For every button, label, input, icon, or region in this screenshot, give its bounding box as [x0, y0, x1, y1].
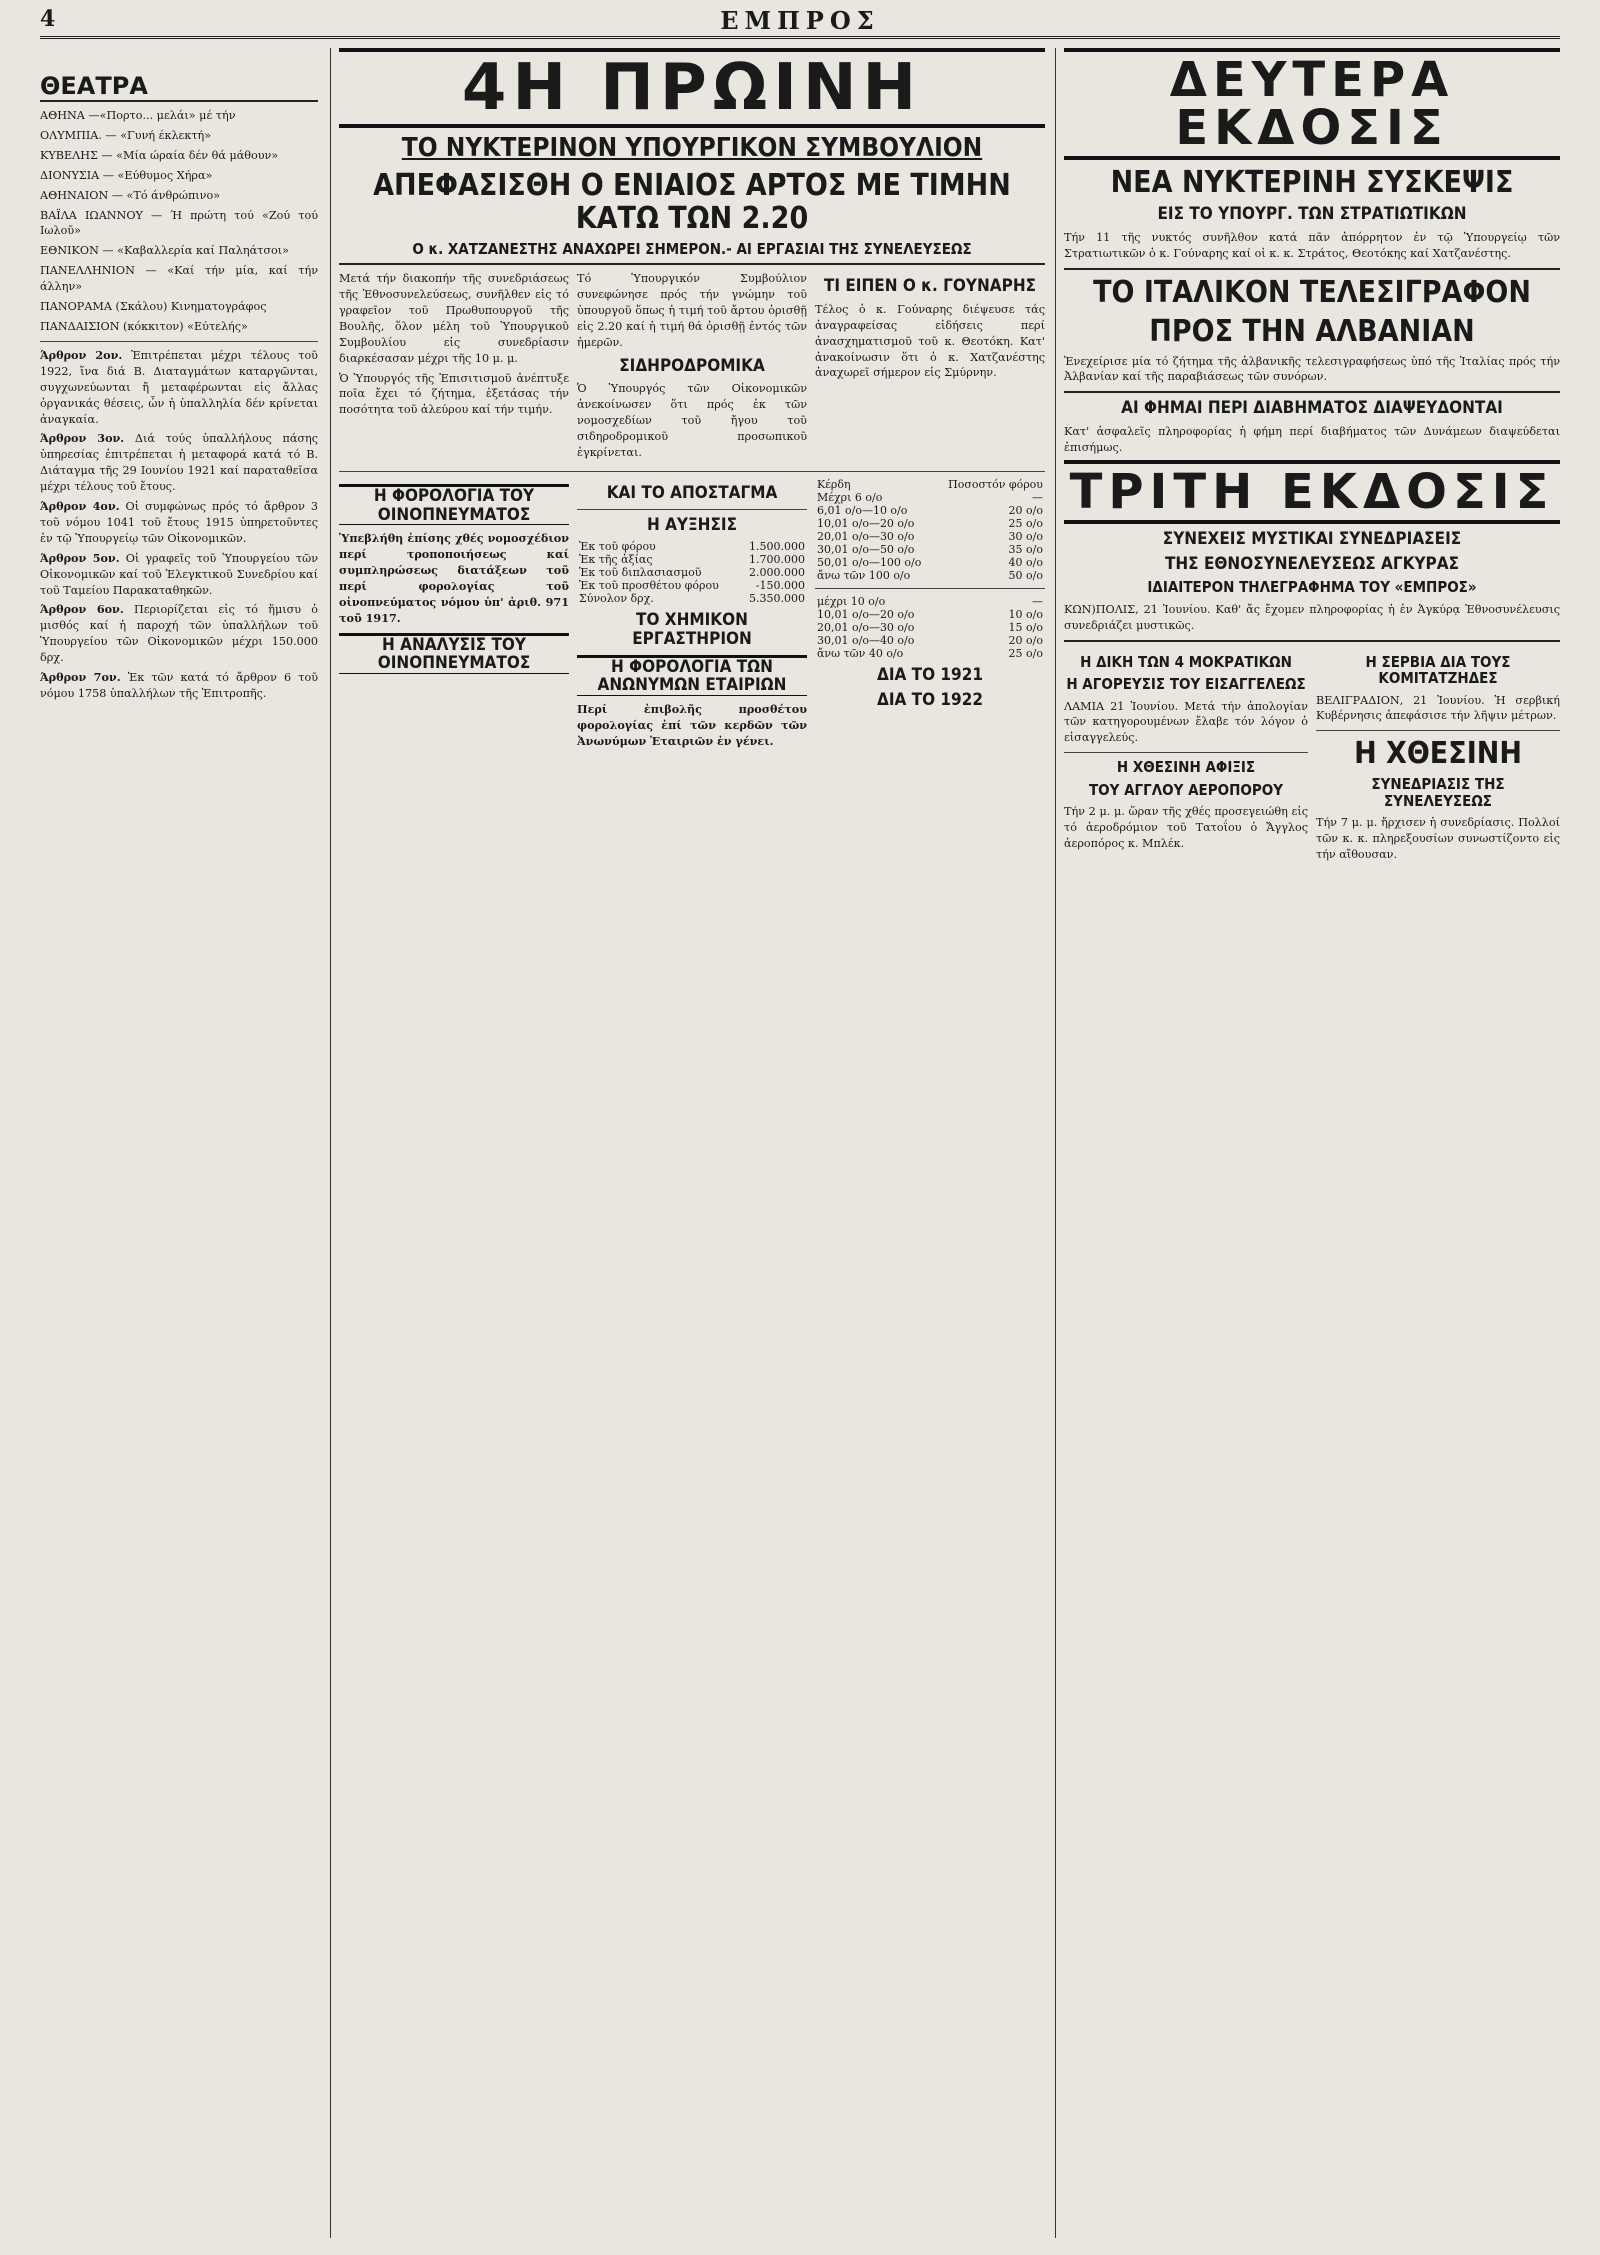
kicker: ΤΟ ΝΥΚΤΕΡΙΝΟΝ ΥΠΟΥΡΓΙΚΟΝ ΣΥΜΒΟΥΛΙΟΝ: [401, 133, 983, 163]
article-label: Άρθρον 5ον.: [40, 550, 120, 565]
profit-range: ἄνω τῶν 40 ο/ο: [817, 646, 904, 660]
trial-text: ΛΑΜΙΑ 21 Ἰουνίου. Μετά τήν ἀπολογίαν τῶν κατηγορουμένων ἔλαβε τόν λόγον ὁ εἰσαγγελεύς.: [1064, 699, 1308, 745]
session-text: Τήν 7 μ. μ. ἤρχισεν ἡ συνεδρίασις. Πολλοί τῶν κ. κ. πληρεξουσίων συνωστίζοντο εἰς τήν αἴθουσαν.: [1316, 816, 1560, 862]
article-label: Άρθρον 7ον.: [40, 670, 121, 685]
profit-table: [815, 491, 1045, 582]
subhead: Ο κ. ΧΑΤΖΑΝΕΣΤΗΣ ΑΝΑΧΩΡΕΙ ΣΗΜΕΡΟΝ.- ΑΙ ΕΡΓΑΣΙΑΙ ΤΗΣ ΣΥΝΕΛΕΥΣΕΩΣ: [412, 239, 972, 258]
table-row: [815, 647, 1045, 660]
article-text: Οἱ συμφώνως πρός τό ἄρθρον 3 τοῦ νόμου 1041 τοῦ ἔτους 1915 ὑπηρετοῦντες ἐν τῷ Ὑπουργείῳ τῶν Οἰκονομικῶν.: [40, 500, 318, 545]
ankara-title: ΣΥΝΕΧΕΙΣ ΜΥΣΤΙΚΑΙ ΣΥΝΕΔΡΙΑΣΕΙΣ: [1162, 528, 1462, 549]
lead-paragraph: Τό Ὑπουργικόν Συμβούλιον συνεφώνησε πρός τήν γνώμην τοῦ ὑπουργοῦ ὅπως ἡ τιμή τοῦ ἄρτου ὁρισθῇ εἰς 2.20 καί ἡ τιμή θά ὁρισθῇ ἐντός τῶν ἡμερῶν.: [577, 272, 807, 349]
theatre-line: ΔΙΟΝΥΣΙΑ — «Εύθυμος Χήρα»: [40, 168, 213, 182]
increase-value: 2.000.000: [749, 566, 805, 580]
theatre-line: ΠΑΝΕΛΛΗΝΙΟΝ — «Καί τήν μία, καί τήν άλλην»: [40, 264, 318, 294]
table-row: [815, 634, 1045, 647]
increase-value: 1.500.000: [749, 540, 805, 554]
ankara-text: ΚΩΝ)ΠΟΛΙΣ, 21 Ἰουνίου. Καθ' ἄς ἔχομεν πληροφορίας ἡ ἐν Ἀγκύρᾳ Ἐθνοσυνέλευσις συνεδριάζει μυστικῶς.: [1064, 602, 1560, 632]
table-row: [815, 595, 1045, 608]
third-edition-banner: ΤΡΙΤΗ ΕΚΔΟΣΙΣ: [1064, 460, 1560, 524]
italy-sub: ΠΡΟΣ ΤΗΝ ΑΛΒΑΝΙΑΝ: [1149, 313, 1475, 349]
article-text: Ἐκ τῶν κατά τό ἄρθρον 6 τοῦ νόμου 1758 ὑπαλλήλων τῆς Ἐπιτροπῆς.: [40, 671, 318, 700]
theatre-line: ΟΛΥΜΠΙΑ. — «Γυνή έκλεκτή»: [40, 128, 212, 142]
plane-text: Τήν 2 μ. μ. ὥραν τῆς χθές προσεγειώθη εἰς τό ἀεροδρόμιον τοῦ Τατοΐου ὁ Ἄγγλος ἀεροπόρος κ. Μπλέκ.: [1064, 805, 1308, 851]
profit-range: 20,01 ο/ο—30 ο/ο: [817, 620, 915, 634]
theatre-line: ΠΑΝΟΡΑΜΑ (Σκάλου) Κινηματογράφος: [40, 300, 267, 314]
table-row: [815, 517, 1045, 530]
law-articles: [40, 348, 318, 702]
meeting-text: Τήν 11 τῆς νυκτός συνῆλθον κατά πᾶν ἀπόρρητον ἐν τῷ Ὑπουργείῳ τῶν Στρατιωτικῶν ὁ κ. Γούναρης καί οἱ κ. κ. Στράτος, Θεοτόκης καί Χατζανέστης.: [1064, 230, 1560, 260]
profit-rate: 25 ο/ο: [1008, 646, 1043, 660]
profit-range: 30,01 ο/ο—50 ο/ο: [817, 542, 915, 556]
profit-rate: 25 ο/ο: [1008, 516, 1043, 530]
y1921-title: ΔΙΑ ΤΟ 1921: [876, 664, 983, 685]
increase-total: [577, 592, 807, 605]
rail-title: ΣΙΔΗΡΟΔΡΟΜΙΚΑ: [619, 355, 765, 376]
profit-range: ἄνω τῶν 100 ο/ο: [817, 568, 911, 582]
page-number: 4: [40, 6, 56, 32]
lead-paragraph: Ὁ Ὑπουργός τῆς Ἐπισιτισμοῦ ἀνέπτυξε ποῖα ἔχει τό ζήτημα, ἐξετάσας τήν ποσότητα τοῦ ἀλεύρου καί τήν τιμήν.: [339, 371, 569, 417]
increase-label: Ἐκ τοῦ φόρου: [579, 540, 656, 554]
table-row: [577, 553, 807, 566]
theatre-line: ΠΑΝΔΑΙΣΙΟΝ (κόκκιτον) «Εύτελής»: [40, 319, 248, 333]
article-text: Διά τούς ὑπαλλήλους πάσης ὑπηρεσίας ἐπιτρέπεται ἡ μεταφορά κατά τό Β. Διάταγμα τῆς 29 Ιουνίου 1921 καί παραταθεῖσα μέχρι τέλους τοῦ ἔτους.: [40, 432, 318, 494]
trial-sub: Η ΑΓΟΡΕΥΣΙΣ ΤΟΥ ΕΙΣΑΓΓΕΛΕΩΣ: [1066, 675, 1306, 693]
increase-title: Η ΑΥΞΗΣΙΣ: [646, 514, 738, 535]
serbia-text: ΒΕΛΙΓΡΑΔΙΟΝ, 21 Ἰουνίου. Ἡ σερβική Κυβέρνησις ἀπεφάσισε τήν λῆψιν μέτρων.: [1316, 693, 1560, 723]
profit-table-head: [815, 478, 1045, 491]
article-label: Άρθρον 4ον.: [40, 499, 120, 514]
center-column: [330, 48, 1045, 2238]
table-row: [577, 540, 807, 553]
serbia-title: Η ΣΕΡΒΙΑ ΔΙΑ ΤΟΥΣ ΚΟΜΙΤΑΤΖΗΔΕΣ: [1365, 652, 1511, 687]
table-row: [815, 608, 1045, 621]
theatre-line: ΑΘΗΝΑΙΟΝ — «Τό άνθρώπινο»: [40, 188, 221, 202]
increase-total-value: 5.350.000: [749, 592, 805, 606]
profit-rate: 20 ο/ο: [1008, 633, 1043, 647]
tax-text: Ὑπεβλήθη ἐπίσης χθές νομοσχέδιον περί τροποποιήσεως καί συμπληρώσεως διατάξεων τοῦ περί φορολογίας τοῦ οἰνοπνεύματος νόμου ὑπ' ἀριθ. 971 τοῦ 1917.: [339, 531, 569, 625]
profit-range: 30,01 ο/ο—40 ο/ο: [817, 633, 915, 647]
table-row: [815, 491, 1045, 504]
article-text: Οἱ γραφεῖς τοῦ Ὑπουργείου τῶν Οἰκονομικῶν καί τοῦ Ἐλεγκτικοῦ Συνεδρίου καί τοῦ Ταμείου Παρακαταθηκῶν.: [40, 551, 318, 597]
profit-head-left: Κέρδη: [817, 477, 851, 491]
right-lower-columns: [1064, 648, 1560, 868]
increase-label: Ἐκ τοῦ προσθέτου φόρου: [579, 579, 719, 593]
lead-columns: [339, 271, 1045, 465]
meeting-title: ΝΕΑ ΝΥΚΤΕΡΙΝΗ ΣΥΣΚΕΨΙΣ: [1110, 165, 1514, 200]
theatre-line: ΒΑΪΛΑ ΙΩΑΝΝΟΥ — Ή πρώτη τού «Ζού τού Ιωλοῦ»: [40, 208, 318, 238]
corp-lead: Περί ἐπιβολῆς προσθέτου φορολογίας ἐπί τῶν κερδῶν τῶν Ἀνωνύμων Ἑταιριῶν ἐν γένει.: [577, 701, 807, 748]
profit-range: 50,01 ο/ο—100 ο/ο: [817, 555, 922, 569]
headline: ΑΠΕΦΑΣΙΣΘΗ Ο ΕΝΙΑΙΟΣ ΑΡΤΟΣ ΜΕ ΤΙΜΗΝ ΚΑΤΩ ΤΩΝ 2.20: [373, 167, 1011, 236]
profit-range: 10,01 ο/ο—20 ο/ο: [817, 607, 915, 621]
italy-title: ΤΟ ΙΤΑΛΙΚΟΝ ΤΕΛΕΣΙΓΡΑΦΟΝ: [1093, 274, 1531, 310]
theatre-list: [40, 108, 318, 335]
paper-name: ΕΜΠΡΟΣ: [720, 6, 880, 35]
profit-range: 6,01 ο/ο—10 ο/ο: [817, 503, 908, 517]
corp-title: Η ΦΟΡΟΛΟΓΙΑ ΤΩΝ ΑΝΩΝΥΜΩΝ ΕΤΑΙΡΙΩΝ: [577, 655, 807, 696]
table-row: [815, 504, 1045, 517]
profit-rate: 50 ο/ο: [1008, 568, 1043, 582]
theatre-line: ΚΥΒΕΛΗΣ — «Μία ώραία δέν θά μάθουν»: [40, 148, 279, 162]
article-paragraph: [40, 348, 318, 428]
profit-rate: —: [1032, 490, 1043, 504]
article-paragraph: [40, 431, 318, 495]
italy-text: Ἐνεχείρισε μία τό ζήτημα τῆς ἀλβανικῆς τελεσιγραφήσεως ὑπό τῆς Ἰταλίας πρός τήν Ἀλβανίαν καί τῆς παραβιάσεως τῶν συνόρων.: [1064, 354, 1560, 384]
article-paragraph: [40, 551, 318, 599]
article-label: Άρθρον 6ον.: [40, 602, 124, 617]
article-text: Ἐπιτρέπεται μέχρι τέλους τοῦ 1922, ἵνα διά Β. Διαταγμάτων καταργῶνται, συγχωνεύωνται ἤ μεταφέρωνται εἰς ἄλλας ὀργανικάς θέσεις, ὧν ἡ ὑπαλληλία δέν κρίνεται ἀναγκαία.: [40, 348, 318, 426]
increase-label: Ἐκ τῆς ἀξίας: [579, 553, 653, 567]
front-banner: 4Η ΠΡΩΙΝΗ: [339, 48, 1045, 128]
gounaris-title: ΤΙ ΕΙΠΕΝ Ο κ. ΓΟΥΝΑΡΗΣ: [823, 276, 1037, 297]
theatre-line: ΕΘΝΙΚΟΝ — «Καβαλλερία καί Παληάτσοι»: [40, 244, 289, 258]
increase-value: -150.000: [755, 579, 805, 593]
profit-rate: 20 ο/ο: [1008, 503, 1043, 517]
increase-total-label: Σύνολον δρχ.: [579, 592, 654, 606]
article-label: Άρθρον 3ον.: [40, 431, 125, 446]
y1922-title: ΔΙΑ ΤΟ 1922: [876, 689, 983, 710]
article-text: Περιορίζεται εἰς τό ἥμισυ ὁ μισθός καί ἡ παροχή τῶν ὑπαλλήλων τοῦ Ὑπουργείου τῶν Οἰκονομικῶν μέχρι 150.000 δρχ.: [40, 603, 318, 665]
profit-range: 10,01 ο/ο—20 ο/ο: [817, 516, 915, 530]
rumors-text: Κατ' ἀσφαλεῖς πληροφορίας ἡ φήμη περί διαβήματος τῶν Δυνάμεων διαψεύδεται ἐπισήμως.: [1064, 425, 1560, 454]
session-sub: ΣΥΝΕΔΡΙΑΣΙΣ ΤΗΣ ΣΥΝΕΛΕΥΣΕΩΣ: [1371, 775, 1505, 810]
trial-title: Η ΔΙΚΗ ΤΩΝ 4 ΜΟΚΡΑΤΙΚΩΝ: [1080, 652, 1292, 671]
profit-rate: 10 ο/ο: [1008, 607, 1043, 621]
right-column: [1055, 48, 1560, 2238]
profit-range: μέχρι 10 ο/ο: [817, 594, 886, 608]
table-row: [815, 530, 1045, 543]
fines-title: ΚΑΙ ΤΟ ΑΠΟΣΤΑΓΜΑ: [606, 482, 778, 503]
ankara-sub: ΤΗΣ ΕΘΝΟΣΥΝΕΛΕΥΣΕΩΣ ΑΓΚΥΡΑΣ: [1164, 553, 1460, 574]
table-row: [815, 556, 1045, 569]
table-row: [577, 579, 807, 592]
article-paragraph: [40, 670, 318, 702]
table-row: [815, 543, 1045, 556]
tax-title: Η ΦΟΡΟΛΟΓΙΑ ΤΟΥ ΟΙΝΟΠΝΕΥΜΑΤΟΣ: [339, 484, 569, 525]
lead-paragraph: Μετά τήν διακοπήν τῆς συνεδριάσεως τῆς Ἐθνοσυνελεύσεως, συνῆλθεν εἰς τό γραφεῖον τοῦ Πρωθυπουργοῦ τῆς Βουλῆς, ὅλον μέλη τοῦ Ὑπουργικοῦ Συμβουλίου εἰς συνεδρίασιν διαρκέσασαν μέχρι τῆς 10 μ. μ.: [339, 272, 569, 365]
increase-value: 1.700.000: [749, 553, 805, 567]
plane-title: Η ΧΘΕΣΙΝΗ ΑΦΙΞΙΣ: [1116, 758, 1256, 777]
plane-sub: ΤΟΥ ΑΓΓΛΟΥ ΑΕΡΟΠΟΡΟΥ: [1088, 780, 1284, 799]
increase-table: [577, 540, 807, 592]
second-edition-banner: ΔΕΥΤΕΡΑ ΕΚΔΟΣΙΣ: [1064, 48, 1560, 160]
ankara-tag: ΙΔΙΑΙΤΕΡΟΝ ΤΗΛΕΓΡΑΦΗΜΑ ΤΟΥ «ΕΜΠΡΟΣ»: [1147, 578, 1477, 597]
increase-label: Ἐκ τοῦ διπλασιασμοῦ: [579, 566, 702, 580]
profit-rate: —: [1032, 594, 1043, 608]
body-columns: [339, 478, 1045, 754]
theatre-title: ΘΕΑΤΡΑ: [40, 72, 318, 102]
table-row: [577, 566, 807, 579]
rail-text: Ὁ Ὑπουργός τῶν Οἰκονομικῶν ἀνεκοίνωσεν ὅτι πρός ἐκ τῶν νομοσχεδίων τοῦ ἤγου τοῦ σιδηροδρομικοῦ προσωπικοῦ ἐγκρίνεται.: [577, 382, 807, 459]
profit-range: Μέχρι 6 ο/ο: [817, 490, 883, 504]
session-title: Η ΧΘΕΣΙΝΗ: [1354, 736, 1522, 772]
article-paragraph: [40, 602, 318, 666]
article-paragraph: [40, 499, 318, 547]
profit-rate: 35 ο/ο: [1008, 542, 1043, 556]
lab-title: ΤΟ ΧΗΜΙΚΟΝ ΕΡΓΑΣΤΗΡΙΟΝ: [632, 610, 752, 649]
profit-rate: 30 ο/ο: [1008, 529, 1043, 543]
left-column: [40, 48, 318, 2238]
analysis-title: Η ΑΝΑΛΥΣΙΣ ΤΟΥ ΟΙΝΟΠΝΕΥΜΑΤΟΣ: [339, 633, 569, 674]
profit-range: 20,01 ο/ο—30 ο/ο: [817, 529, 915, 543]
theatre-line: ΑΘΗΝΑ —«Πορτο... μελάι» μέ τήν: [40, 109, 236, 122]
table-row: [815, 621, 1045, 634]
meeting-sub: ΕΙΣ ΤΟ ΥΠΟΥΡΓ. ΤΩΝ ΣΤΡΑΤΙΩΤΙΚΩΝ: [1157, 204, 1467, 224]
masthead: [40, 6, 1560, 39]
gounaris-text: Τέλος ὁ κ. Γούναρης διέψευσε τάς ἀναγραφείσας εἰδήσεις περί ἀνασχηματισμοῦ τοῦ κ. Θεοτόκη. Κατ' ἀνακοίνωσιν ὅτι ὁ κ. Χατζανέστης ἀναχωρεῖ σήμερον εἰς Σμύρνην.: [815, 302, 1045, 380]
table-row: [815, 569, 1045, 582]
profit-rate: 15 ο/ο: [1008, 620, 1043, 634]
profit-rate: 40 ο/ο: [1008, 555, 1043, 569]
profit-head-right: Ποσοστόν φόρου: [948, 477, 1043, 491]
rumors-title: ΑΙ ΦΗΜΑΙ ΠΕΡΙ ΔΙΑΒΗΜΑΤΟΣ ΔΙΑΨΕΥΔΟΝΤΑΙ: [1121, 398, 1503, 419]
article-label: Άρθρον 2ον.: [40, 347, 123, 362]
profit-table-b: [815, 595, 1045, 660]
